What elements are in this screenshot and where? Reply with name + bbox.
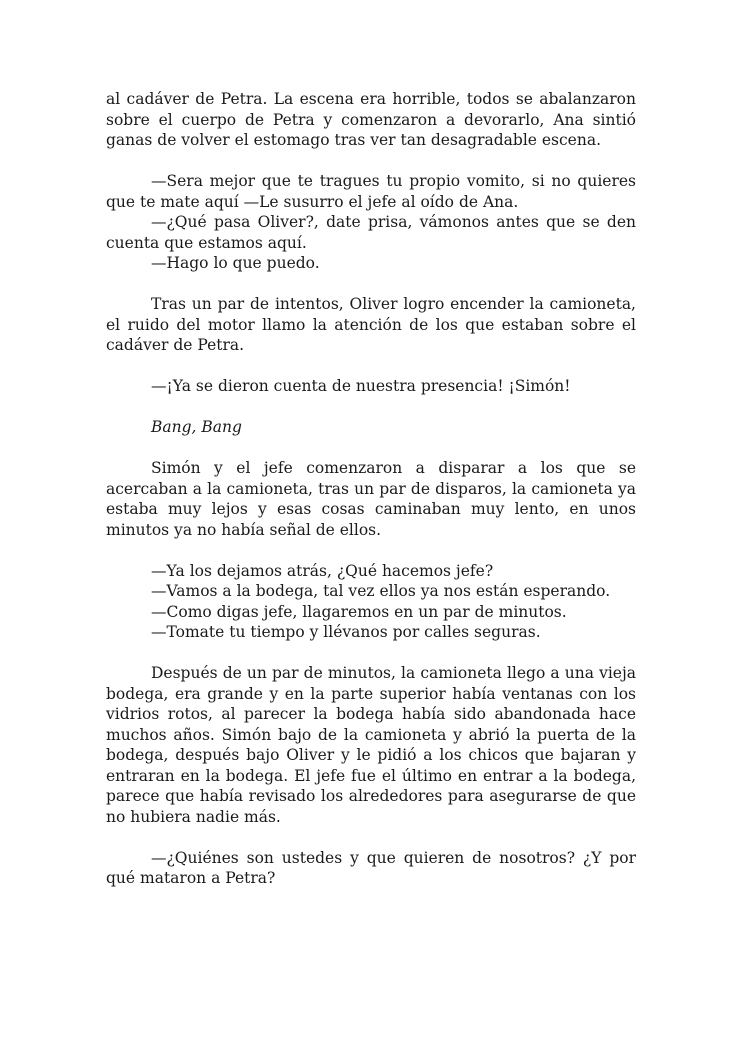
dialogue-line-4: —¡Ya se dieron cuenta de nuestra presencia! ¡Simón! (151, 377, 571, 395)
sound-effect-line: Bang, Bang (151, 418, 242, 436)
document-page (106, 89, 636, 889)
dialogue-line-2: —¿Qué pasa Oliver?, date prisa, vámonos antes que se den cuenta que estamos aquí. (106, 213, 636, 252)
dialogue-line-6: —Vamos a la bodega, tal vez ellos ya nos están esperando. (151, 582, 611, 600)
dialogue-line-3: —Hago lo que puedo. (151, 254, 320, 272)
paragraph-gap (106, 274, 636, 295)
paragraph-gap (106, 827, 636, 848)
paragraph-narration-2: Tras un par de intentos, Oliver logro encender la camioneta, el ruido del motor llamo la atención de los que estaban sobre el cadáver de Petra. (106, 295, 636, 354)
paragraph-gap (106, 540, 636, 561)
dialogue-line-8: —Tomate tu tiempo y llévanos por calles seguras. (151, 623, 541, 641)
paragraph-gap (106, 356, 636, 377)
paragraph-narration-4: Después de un par de minutos, la camioneta llego a una vieja bodega, era grande y en la parte superior había ventanas con los vidrios rotos, al parecer la bodega había sido abandonada hace muchos años. Simón bajo de la camioneta y abrió la puerta de la bodega, después bajo Oliver y le pidió a los chicos que bajaran y entraran en la bodega. El jefe fue el último en entrar a la bodega, parece que había revisado los alrededores para asegurarse de que no hubiera nadie más. (106, 664, 636, 826)
paragraph-narration-1: al cadáver de Petra. La escena era horrible, todos se abalanzaron sobre el cuerpo de Petra y comenzaron a devorarlo, Ana sintió ganas de volver el estomago tras ver tan desagradable escena. (106, 90, 636, 149)
dialogue-line-5: —Ya los dejamos atrás, ¿Qué hacemos jefe? (151, 561, 494, 580)
dialogue-line-1: —Sera mejor que te tragues tu propio vomito, si no quieres que te mate aquí —Le susurro el jefe al oído de Ana. (106, 172, 636, 211)
paragraph-gap (106, 151, 636, 172)
paragraph-gap (106, 397, 636, 418)
dialogue-line-7: —Como digas jefe, llagaremos en un par de minutos. (151, 602, 567, 621)
paragraph-gap (106, 438, 636, 459)
dialogue-line-9: —¿Quiénes son ustedes y que quieren de nosotros? ¿Y por qué mataron a Petra? (106, 848, 636, 887)
paragraph-gap (106, 643, 636, 664)
paragraph-narration-3: Simón y el jefe comenzaron a disparar a los que se acercaban a la camioneta, tras un par de disparos, la camioneta ya estaba muy lejos y esas cosas caminaban muy lento, en unos minutos ya no había señal de ellos. (106, 459, 636, 539)
